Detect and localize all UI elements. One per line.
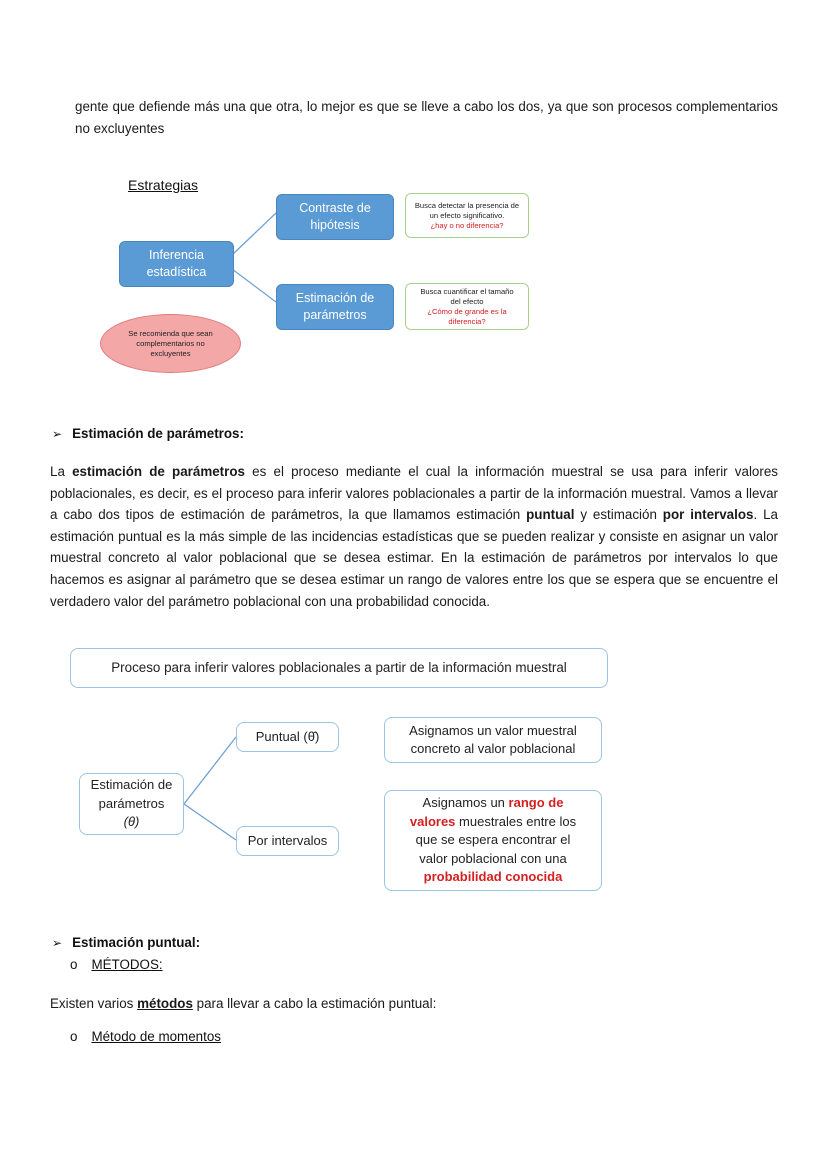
ellipse-text: Se recomienda que sean complementarios no excluyentes [128,328,213,358]
circle-bullet-icon: o [70,957,78,972]
heading1-text: Estimación de parámetros: [72,426,244,441]
metodo-momentos-item [70,1029,221,1044]
note1-question: ¿hay o no diferencia? [430,220,504,230]
contraste-label: Contraste de hipótesis [299,201,371,232]
inferencia-label: Inferencia estadística [146,248,207,279]
metodos-label: MÉTODOS: [91,957,163,972]
desc2-text [403,794,583,887]
arrow-bullet-icon: ➢ [52,936,63,950]
intervalos-label: Por intervalos [247,832,328,848]
desc2-a: Asignamos un [422,795,505,811]
desc-intervalos-box [384,790,602,891]
metodos-paragraph [50,993,778,1015]
estimacion-root-box [79,773,184,835]
root-line3: (θ) [123,814,140,830]
p2-b: métodos [137,996,193,1011]
intervalos-box [236,826,339,856]
puntual-box [236,722,339,752]
p-y: y estimación [580,507,657,523]
estimacion-label: Estimación de parámetros [295,291,375,322]
puntual-label: Puntual (θ̂) [255,728,320,744]
note2-question: ¿Cómo de grande es la diferencia? [427,306,507,326]
note2-text: Busca cuantificar el tamaño del efecto [420,286,514,306]
p-puntual: puntual [526,507,575,523]
metodo-momentos-label: Método de momentos [91,1029,221,1044]
p-mid: es el proceso mediante el cual la información muestral se usa para inferir valores poblacionales, es decir, es el proceso para inferir valores poblacionales a partir de la información muestral. Vamos a llevar a cabo dos tipos de estimación de parámetros, la que llamamos estimación [50,464,778,523]
arrow-bullet-icon: ➢ [52,427,63,441]
desc2-c: muestrales entre los que se espera encontrar el valor poblacional con una [415,813,577,866]
diagram1-title: Estrategias [128,177,199,193]
p-intervalos: por intervalos [662,507,754,523]
proceso-header-box [70,648,608,688]
metodos-subitem [70,957,163,972]
circle-bullet-icon: o [70,1029,78,1044]
p-term: estimación de parámetros [72,464,245,479]
desc1-text: Asignamos un valor muestral concreto al valor poblacional [409,722,577,756]
desc2-d: probabilidad conocida [423,869,563,885]
p2-a: Existen varios [50,996,134,1011]
heading-estimacion-puntual [52,935,200,950]
p-la: La [50,464,65,479]
desc2-b: rango de valores [409,795,564,829]
root-line1: Estimación de [90,777,173,793]
root-line2: parámetros [98,795,165,811]
intro-paragraph: gente que defiende más una que otra, lo mejor es que se lleve a cabo los dos, ya que son procesos complementarios no excluyentes [75,99,778,136]
heading2-text: Estimación puntual: [72,935,201,950]
note1-text: Busca detectar la presencia de un efecto significativo. [414,200,520,220]
p-rest: . La estimación puntual es la más simple de las incidencias estadísticas que se pueden realizar y consiste en asignar un valor muestral concreto al valor poblacional que se desea estimar. En la estimación de parámetros por intervalos lo que hacemos es asignar al parámetro que se desea estimar un rango de valores entre los que se espera que se encuentre el verdadero valor del parámetro poblacional con una probabilidad conocida. [50,507,778,609]
desc-puntual-box [384,717,602,763]
p2-c: para llevar a cabo la estimación puntual: [196,996,437,1011]
proceso-header-text: Proceso para inferir valores poblacionales a partir de la información muestral [111,659,567,675]
